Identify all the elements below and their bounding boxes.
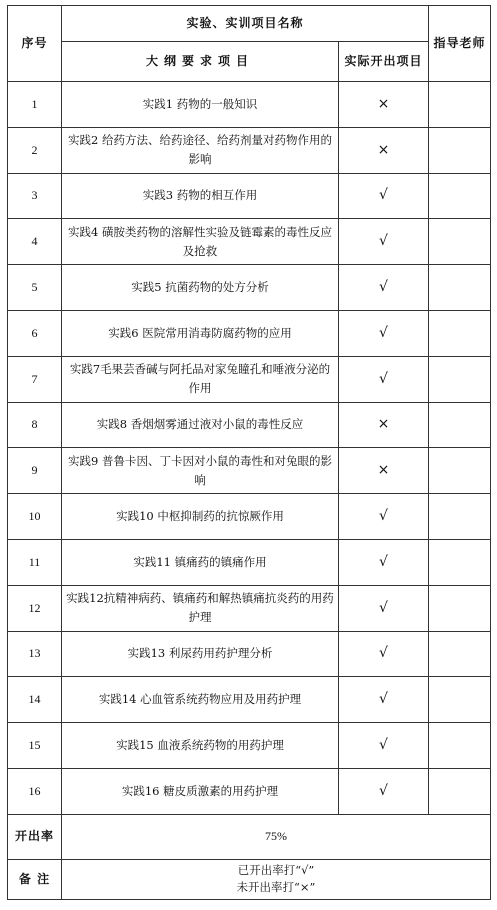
table-row xyxy=(8,631,491,677)
project-name: 实践2 给药方法、给药途径、给药剂量对药物作用的影响 xyxy=(62,127,339,173)
check-mark-icon: √ xyxy=(339,356,429,402)
table-row xyxy=(8,127,491,173)
row-number: 8 xyxy=(8,402,62,448)
teacher-cell xyxy=(429,585,491,631)
table-row xyxy=(8,219,491,265)
table-row xyxy=(8,448,491,494)
teacher-cell xyxy=(429,448,491,494)
check-mark-icon: √ xyxy=(339,494,429,540)
row-number: 2 xyxy=(8,127,62,173)
row-number: 3 xyxy=(8,173,62,219)
teacher-cell xyxy=(429,723,491,769)
row-number: 10 xyxy=(8,494,62,540)
row-number: 12 xyxy=(8,585,62,631)
teacher-cell xyxy=(429,127,491,173)
check-mark-icon: √ xyxy=(339,310,429,356)
teacher-cell xyxy=(429,631,491,677)
check-mark-icon: √ xyxy=(339,173,429,219)
cross-mark-icon: × xyxy=(339,127,429,173)
teacher-cell xyxy=(429,494,491,540)
header-row-1 xyxy=(8,6,491,42)
cross-mark-icon: × xyxy=(339,82,429,128)
table-row xyxy=(8,173,491,219)
row-number: 14 xyxy=(8,677,62,723)
table-body xyxy=(8,6,491,900)
row-number: 16 xyxy=(8,768,62,814)
teacher-cell xyxy=(429,539,491,585)
project-name: 实践13 利尿药用药护理分析 xyxy=(62,631,339,677)
check-mark-icon: √ xyxy=(339,723,429,769)
cross-mark-icon: × xyxy=(339,402,429,448)
row-number: 1 xyxy=(8,82,62,128)
table-row xyxy=(8,585,491,631)
project-name: 实践7毛果芸香碱与阿托品对家兔瞳孔和唾液分泌的作用 xyxy=(62,356,339,402)
table-row xyxy=(8,402,491,448)
row-number: 7 xyxy=(8,356,62,402)
table-row xyxy=(8,265,491,311)
project-name: 实践1 药物的一般知识 xyxy=(62,82,339,128)
teacher-cell xyxy=(429,82,491,128)
row-number: 15 xyxy=(8,723,62,769)
project-name: 实践11 镇痛药的镇痛作用 xyxy=(62,539,339,585)
row-number: 11 xyxy=(8,539,62,585)
project-name: 实践9 普鲁卡因、丁卡因对小鼠的毒性和对兔眼的影响 xyxy=(62,448,339,494)
table-row xyxy=(8,723,491,769)
row-number: 6 xyxy=(8,310,62,356)
check-mark-icon: √ xyxy=(339,265,429,311)
project-name: 实践4 磺胺类药物的溶解性实验及链霉素的毒性反应及抢救 xyxy=(62,219,339,265)
project-name: 实践15 血液系统药物的用药护理 xyxy=(62,723,339,769)
teacher-cell xyxy=(429,173,491,219)
check-mark-icon: √ xyxy=(339,631,429,677)
cross-mark-icon: × xyxy=(339,448,429,494)
open-rate-row xyxy=(8,814,491,859)
experiment-project-table xyxy=(7,5,491,900)
open-rate-value: 75% xyxy=(62,814,491,859)
remark-line-not-opened: 未开出率打“×” xyxy=(236,880,316,895)
project-name: 实践5 抗菌药物的处方分析 xyxy=(62,265,339,311)
teacher-cell xyxy=(429,219,491,265)
teacher-cell xyxy=(429,356,491,402)
remarks-row xyxy=(8,859,491,899)
outline-items-header: 大纲要求项目 xyxy=(62,42,339,82)
remarks-content xyxy=(62,859,491,899)
table-row xyxy=(8,356,491,402)
teacher-cell xyxy=(429,265,491,311)
experiment-table-sheet xyxy=(7,5,490,900)
table-row xyxy=(8,677,491,723)
actual-items-header: 实际开出项目 xyxy=(339,42,429,82)
check-mark-icon: √ xyxy=(339,768,429,814)
project-name: 实践3 药物的相互作用 xyxy=(62,173,339,219)
serial-header: 序号 xyxy=(8,6,62,82)
teacher-cell xyxy=(429,310,491,356)
check-mark-icon: √ xyxy=(339,219,429,265)
table-row xyxy=(8,310,491,356)
row-number: 5 xyxy=(8,265,62,311)
check-mark-icon: √ xyxy=(339,539,429,585)
teacher-cell xyxy=(429,402,491,448)
table-row xyxy=(8,494,491,540)
open-rate-label: 开出率 xyxy=(8,814,62,859)
project-name: 实践12抗精神病药、镇痛药和解热镇痛抗炎药的用药护理 xyxy=(62,585,339,631)
check-mark-icon: √ xyxy=(339,585,429,631)
header-row-2 xyxy=(8,42,491,82)
teacher-header: 指导老师 xyxy=(429,6,491,82)
remarks-label: 备 注 xyxy=(8,859,62,899)
project-name: 实践6 医院常用消毒防腐药物的应用 xyxy=(62,310,339,356)
project-name: 实践14 心血管系统药物应用及用药护理 xyxy=(62,677,339,723)
teacher-cell xyxy=(429,768,491,814)
row-number: 4 xyxy=(8,219,62,265)
remark-line-opened: 已开出率打“√” xyxy=(237,863,315,878)
table-row xyxy=(8,768,491,814)
check-mark-icon: √ xyxy=(339,677,429,723)
teacher-cell xyxy=(429,677,491,723)
project-name: 实践10 中枢抑制药的抗惊厥作用 xyxy=(62,494,339,540)
project-name: 实践16 糖皮质激素的用药护理 xyxy=(62,768,339,814)
project-name: 实践8 香烟烟雾通过液对小鼠的毒性反应 xyxy=(62,402,339,448)
table-row xyxy=(8,539,491,585)
project-names-header: 实验、实训项目名称 xyxy=(62,6,429,42)
row-number: 9 xyxy=(8,448,62,494)
table-row xyxy=(8,82,491,128)
row-number: 13 xyxy=(8,631,62,677)
